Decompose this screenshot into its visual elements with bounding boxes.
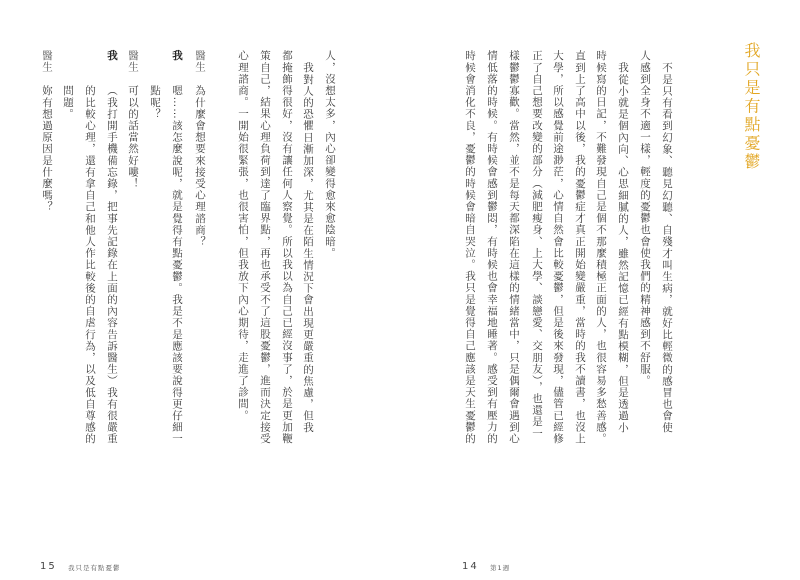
body-column: 大學，所以感覺前途渺茫，心情自然會比較憂鬱，但是後來發現，儘管已經修 xyxy=(552,50,564,445)
body-column: 我從小就是個內向、心思細膩的人，雖然記憶已經有點模糊，但是透過小 xyxy=(617,62,629,434)
page-number: 14 xyxy=(462,561,479,572)
body-column: 情低落的時候。有時候會感到鬱悶，有時候也會幸福地睡著。感受到有壓力的 xyxy=(486,50,498,445)
running-head: 第1週 xyxy=(490,564,511,572)
page-number: 15 xyxy=(40,561,57,572)
dialogue-line: 的比較心理，還有拿自己和他人作比較後的自虐行為，以及低自尊感的 xyxy=(84,85,96,445)
body-column: 正了自己想要改變的部分（減肥瘦身、上大學、談戀愛、交朋友），也還是一 xyxy=(531,50,543,440)
body-column: 時候寫的日記，不難發現自己是個不那麼積極正面的人，也很容易多愁善感。 xyxy=(595,50,607,445)
body-column: 策自己，結果心理負荷到達了臨界點，再也承受不了這股憂鬱，進而決定接受 xyxy=(259,50,271,445)
body-column: 都掩飾得很好，沒有讓任何人察覺。所以我以為自己已經沒事了，於是更加鞭 xyxy=(281,50,293,445)
dialogue-line: （我打開手機備忘錄，把事先記錄在上面的內容告訴醫生）我有很嚴重 xyxy=(106,85,118,445)
body-column: 時候會消化不良，憂鬱的時候會暗自哭泣。我只是覺得自己應該是天生憂鬱的 xyxy=(464,50,476,445)
dialogue-line: 妳有想過原因是什麼嗎？ xyxy=(41,85,53,213)
body-column: 人感到全身不適一樣，輕度的憂鬱也會使我們的精神感到不舒服。 xyxy=(639,50,651,387)
body-column: 樣鬱鬱寡歡。當然，並不是每天都深陷在這樣的情緒當中，只是偶爾會遇到心 xyxy=(508,50,520,445)
body-column: 心理諮商。一開始很緊張，也很害怕，但我放下內心期待，走進了診間。 xyxy=(237,50,249,422)
speaker-me: 我 xyxy=(106,50,118,62)
speaker-doctor: 醫生 xyxy=(41,50,53,73)
chapter-title: 我只是有點憂鬱 xyxy=(742,42,761,172)
speaker-me: 我 xyxy=(171,50,183,62)
body-column: 我對人的恐懼日漸加深，尤其是在陌生情況下會出現更嚴重的焦慮，但我 xyxy=(302,62,314,434)
speaker-doctor: 醫生 xyxy=(194,50,206,73)
body-column: 人，沒想太多，內心卻變得愈來愈陰暗。 xyxy=(324,50,336,259)
dialogue-line: 點呢？ xyxy=(149,85,161,120)
dialogue-line: 問題。 xyxy=(62,85,74,120)
body-column: 直到上了高中以後，我的憂鬱症才真正開始變嚴重，當時的我不讀書，也沒上 xyxy=(574,50,586,445)
dialogue-line: 為什麼會想要來接受心理諮商？ xyxy=(194,85,206,248)
speaker-doctor: 醫生 xyxy=(127,50,139,73)
running-head: 我只是有點憂鬱 xyxy=(68,564,121,572)
dialogue-line: 可以的話當然好嘍！ xyxy=(127,85,139,190)
dialogue-line: 嗯……該怎麼說呢，就是覺得有點憂鬱。我是不是應該要說得更仔細一 xyxy=(171,85,183,445)
body-column: 不是只有看到幻象、聽見幻聽、自殘才叫生病，就好比輕微的感冒也會使 xyxy=(661,62,673,434)
